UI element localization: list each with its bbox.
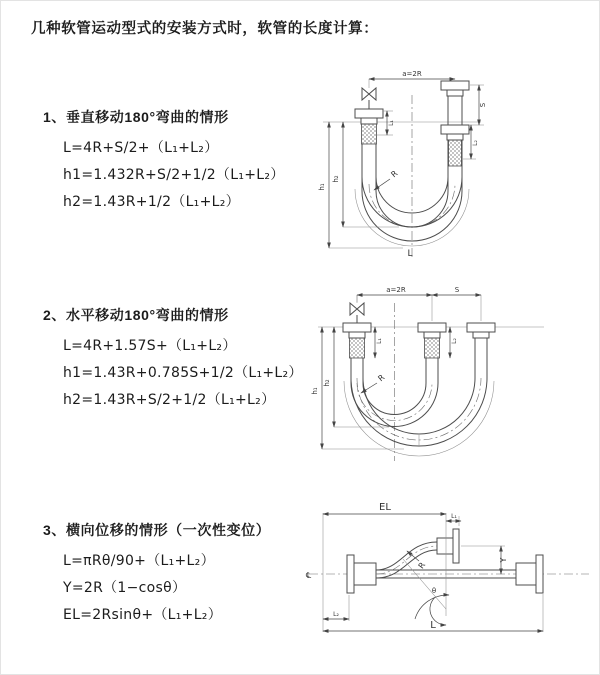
diagram-1-vertical-u-bend [307, 67, 565, 263]
section-1-formulas [63, 133, 285, 214]
section-1-heading: 1、垂直移动180°弯曲的情形 [43, 109, 229, 125]
middle-flange [418, 323, 446, 358]
dim-label-h1: h₁ [318, 183, 326, 191]
dim-label-h2: h₂ [323, 379, 331, 387]
dimension-s [470, 85, 487, 125]
left-flange [347, 555, 376, 593]
section-2-formulas [63, 331, 303, 412]
dim-label-s: S [454, 286, 460, 294]
right-flange-lower [441, 125, 469, 166]
dim-label-s: S [479, 102, 487, 108]
formula-line: L=4R+S/2+（L₁+L₂） [63, 139, 219, 156]
dimension-l1 [446, 513, 461, 526]
braid-section [362, 124, 377, 144]
radius-callout [374, 169, 400, 190]
braid-section [350, 338, 365, 358]
hose-body [344, 338, 494, 456]
braid-section [449, 140, 462, 166]
right-flange-displaced [437, 529, 459, 563]
dimension-h1 [318, 122, 403, 248]
left-flange [355, 109, 383, 144]
dim-label-l2: L₂ [472, 140, 479, 146]
formula-line: L=πRθ/90+（L₁+L₂） [63, 552, 215, 569]
section-2-heading: 2、水平移动180°弯曲的情形 [43, 307, 229, 323]
section-1 [43, 107, 285, 214]
diagram-3-lateral-displacement [303, 499, 595, 651]
section-3 [43, 520, 270, 627]
dim-label-y: Y [499, 557, 508, 563]
right-flange-shifted [467, 323, 495, 338]
dim-label-l2: L₂ [451, 338, 458, 344]
dim-label-el: EL [379, 502, 391, 513]
dimension-l1 [375, 327, 383, 358]
formula-line: h2=1.43R+1/2（L₁+L₂） [63, 193, 240, 210]
centerline-mark: ℄ [306, 571, 312, 580]
dimension-a2r [369, 70, 455, 79]
formula-line: Y=2R（1−cosθ） [63, 579, 187, 596]
section-2 [43, 305, 303, 412]
formula-line: EL=2Rsinθ+（L₁+L₂） [63, 606, 223, 623]
dim-label-h1: h₁ [311, 387, 319, 395]
dim-label-a2r: a=2R [402, 70, 422, 78]
angle-label: θ [431, 587, 437, 595]
diagram-2-drawing [304, 283, 566, 475]
section-3-heading: 3、横向位移的情形（一次性变位） [43, 522, 271, 538]
dim-label-l1: L₁ [388, 120, 395, 126]
radius-label: R [376, 372, 387, 384]
length-label: L [407, 249, 413, 259]
angle-construction [403, 513, 449, 625]
formula-line: h1=1.432R+S/2+1/2（L₁+L₂） [63, 166, 285, 183]
dimension-el [323, 502, 446, 632]
left-flange [343, 323, 371, 358]
dim-label-l2: L₂ [333, 611, 339, 618]
hose-displaced-position [376, 542, 437, 578]
diagram-1-drawing [307, 67, 565, 263]
dim-label-a2r: a=2R [386, 286, 406, 294]
dim-label-l1: L₁ [376, 338, 383, 344]
page-title: 几种软管运动型式的安装方式时，软管的长度计算： [31, 21, 379, 37]
dimension-l2 [323, 595, 349, 621]
dimension-a2r [357, 286, 481, 321]
dimension-l2 [450, 327, 458, 358]
diagram-2-horizontal-u-bend [304, 283, 566, 475]
section-3-formulas [63, 546, 270, 627]
formula-line: L=4R+1.57S+（L₁+L₂） [63, 337, 237, 354]
radius-callout [361, 373, 387, 393]
braid-section [425, 338, 440, 358]
radius-label: R [389, 168, 400, 180]
diagram-3-drawing [303, 499, 595, 651]
dim-label-l: L [430, 620, 436, 631]
formula-line: h1=1.43R+0.785S+1/2（L₁+L₂） [63, 364, 303, 381]
dimension-s [432, 286, 481, 295]
formula-line: h2=1.43R+S/2+1/2（L₁+L₂） [63, 391, 276, 408]
radius-label: R [416, 560, 428, 571]
dim-label-l1: L₁ [451, 513, 457, 520]
right-flange-original [516, 555, 543, 593]
dim-label-h2: h₂ [332, 175, 340, 183]
valve-icon [362, 79, 376, 109]
right-flange-upper [441, 81, 469, 96]
